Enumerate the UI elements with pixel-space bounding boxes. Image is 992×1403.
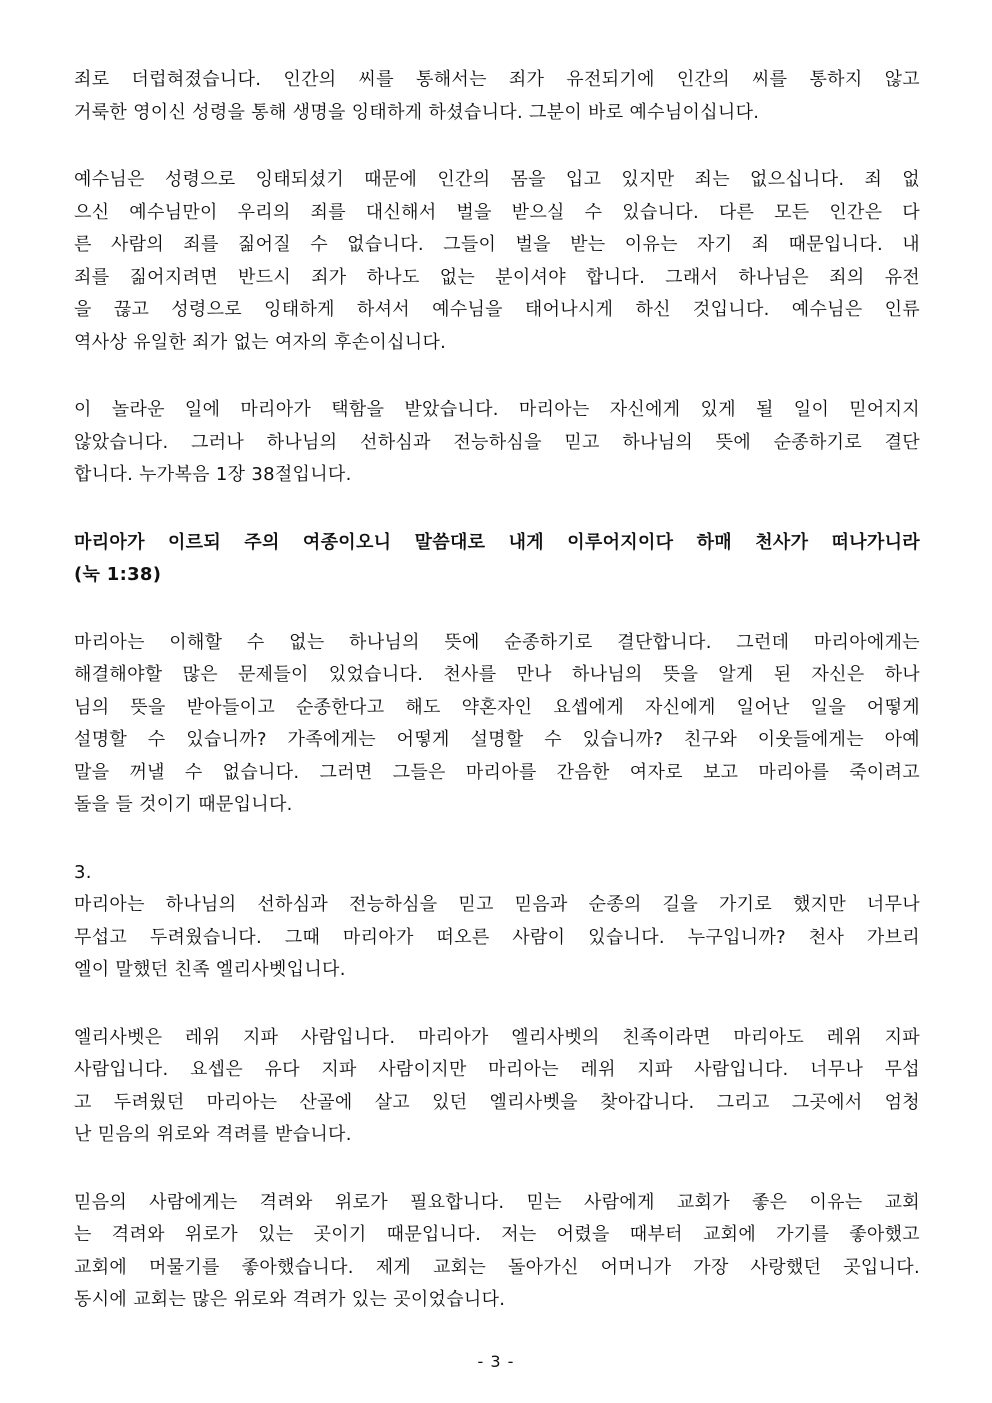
text-line: 교회에 머물기를 좋아했습니다. 제게 교회는 돌아가신 어머니가 가장 사랑했던 곳입니다. (74, 1256, 920, 1278)
text-line: 합니다. 누가복음 1장 38절입니다. (74, 464, 352, 485)
quote-line: 마리아가 이르되 주의 여종이오니 말씀대로 내게 이루어지이다 하매 천사가 떠나가니라 (74, 531, 920, 553)
text-line: 말을 꺼낼 수 없습니다. 그러면 그들은 마리아를 간음한 여자로 보고 마리아를 죽이려고 (74, 761, 920, 783)
text-line: 역사상 유일한 죄가 없는 여자의 후손이십니다. (74, 331, 447, 353)
text-line: 마리아는 이해할 수 없는 하나님의 뜻에 순종하기로 결단합니다. 그런데 마리아에게는 (74, 631, 920, 653)
text-line: 동시에 교회는 많은 위로와 격려가 있는 곳이었습니다. (74, 1289, 506, 1310)
text-line: 죄를 짊어지려면 반드시 죄가 하나도 없는 분이셔야 합니다. 그래서 하나님은 죄의 유전 (74, 266, 920, 288)
text-line: 돌을 들 것이기 때문입니다. (74, 794, 293, 815)
section-heading: 3. (74, 861, 92, 883)
text-line: 을 끊고 성령으로 잉태하게 하셔서 예수님을 태어나시게 하신 것입니다. 예수님은 인류 (74, 299, 920, 320)
text-line: 거룩한 영이신 성령을 통해 생명을 잉태하게 하셨습니다. 그분이 바로 예수님이십니다. (74, 101, 760, 123)
text-line: 무섭고 두려웠습니다. 그때 마리아가 떠오른 사람이 있습니다. 누구입니까? 천사 가브리 (74, 926, 920, 948)
paragraph-7 (74, 1187, 920, 1317)
text-line: 예수님은 성령으로 잉태되셨기 때문에 인간의 몸을 입고 있지만 죄는 없으십니다. 죄 없 (74, 169, 920, 190)
text-line: 는 격려와 위로가 있는 곳이기 때문입니다. 저는 어렸을 때부터 교회에 가기를 좋아했고 (74, 1224, 920, 1245)
paragraph-3 (74, 394, 920, 492)
paragraph-4 (74, 627, 920, 822)
text-line: 해결해야할 많은 문제들이 있었습니다. 천사를 만나 하나님의 뜻을 알게 된 자신은 하나 (74, 664, 920, 685)
paragraph-5 (74, 889, 920, 987)
text-line: 죄로 더럽혀졌습니다. 인간의 씨를 통해서는 죄가 유전되기에 인간의 씨를 통하지 않고 (74, 69, 920, 90)
quote-reference: (눅 1:38) (74, 564, 162, 585)
text-line: 엘리사벳은 레위 지파 사람입니다. 마리아가 엘리사벳의 친족이라면 마리아도 레위 지파 (74, 1026, 920, 1048)
section-number (74, 857, 920, 890)
text-line: 난 믿음의 위로와 격려를 받습니다. (74, 1124, 352, 1145)
text-line: 않았습니다. 그러나 하나님의 선하심과 전능하심을 믿고 하나님의 뜻에 순종하기로 결단 (74, 431, 920, 453)
paragraph-2 (74, 164, 920, 359)
text-line: 믿음의 사람에게는 격려와 위로가 필요합니다. 믿는 사람에게 교회가 좋은 이유는 교회 (74, 1191, 920, 1213)
scripture-quote (74, 527, 920, 592)
document-page (74, 64, 920, 1352)
page-number: - 3 - (477, 1352, 515, 1371)
text-line: 고 두려웠던 마리아는 산골에 살고 있던 엘리사벳을 찾아갑니다. 그리고 그곳에서 엄청 (74, 1091, 920, 1113)
paragraph-6 (74, 1022, 920, 1152)
text-line: 마리아는 하나님의 선하심과 전능하심을 믿고 믿음과 순종의 길을 가기로 했지만 너무나 (74, 894, 920, 915)
text-line: 으신 예수님만이 우리의 죄를 대신해서 벌을 받으실 수 있습니다. 다른 모든 인간은 다 (74, 201, 920, 223)
text-line: 엘이 말했던 친족 엘리사벳입니다. (74, 959, 346, 980)
text-line: 른 사람의 죄를 짊어질 수 없습니다. 그들이 벌을 받는 이유는 자기 죄 때문입니다. 내 (74, 234, 920, 255)
text-line: 사람입니다. 요셉은 유다 지파 사람이지만 마리아는 레위 지파 사람입니다. 너무나 무섭 (74, 1059, 920, 1080)
paragraph-1 (74, 64, 920, 129)
text-line: 이 놀라운 일에 마리아가 택함을 받았습니다. 마리아는 자신에게 있게 될 일이 믿어지지 (74, 399, 920, 420)
text-line: 님의 뜻을 받아들이고 순종한다고 해도 약혼자인 요셉에게 자신에게 일어난 일을 어떻게 (74, 696, 920, 718)
text-line: 설명할 수 있습니까? 가족에게는 어떻게 설명할 수 있습니까? 친구와 이웃들에게는 아예 (74, 729, 920, 750)
